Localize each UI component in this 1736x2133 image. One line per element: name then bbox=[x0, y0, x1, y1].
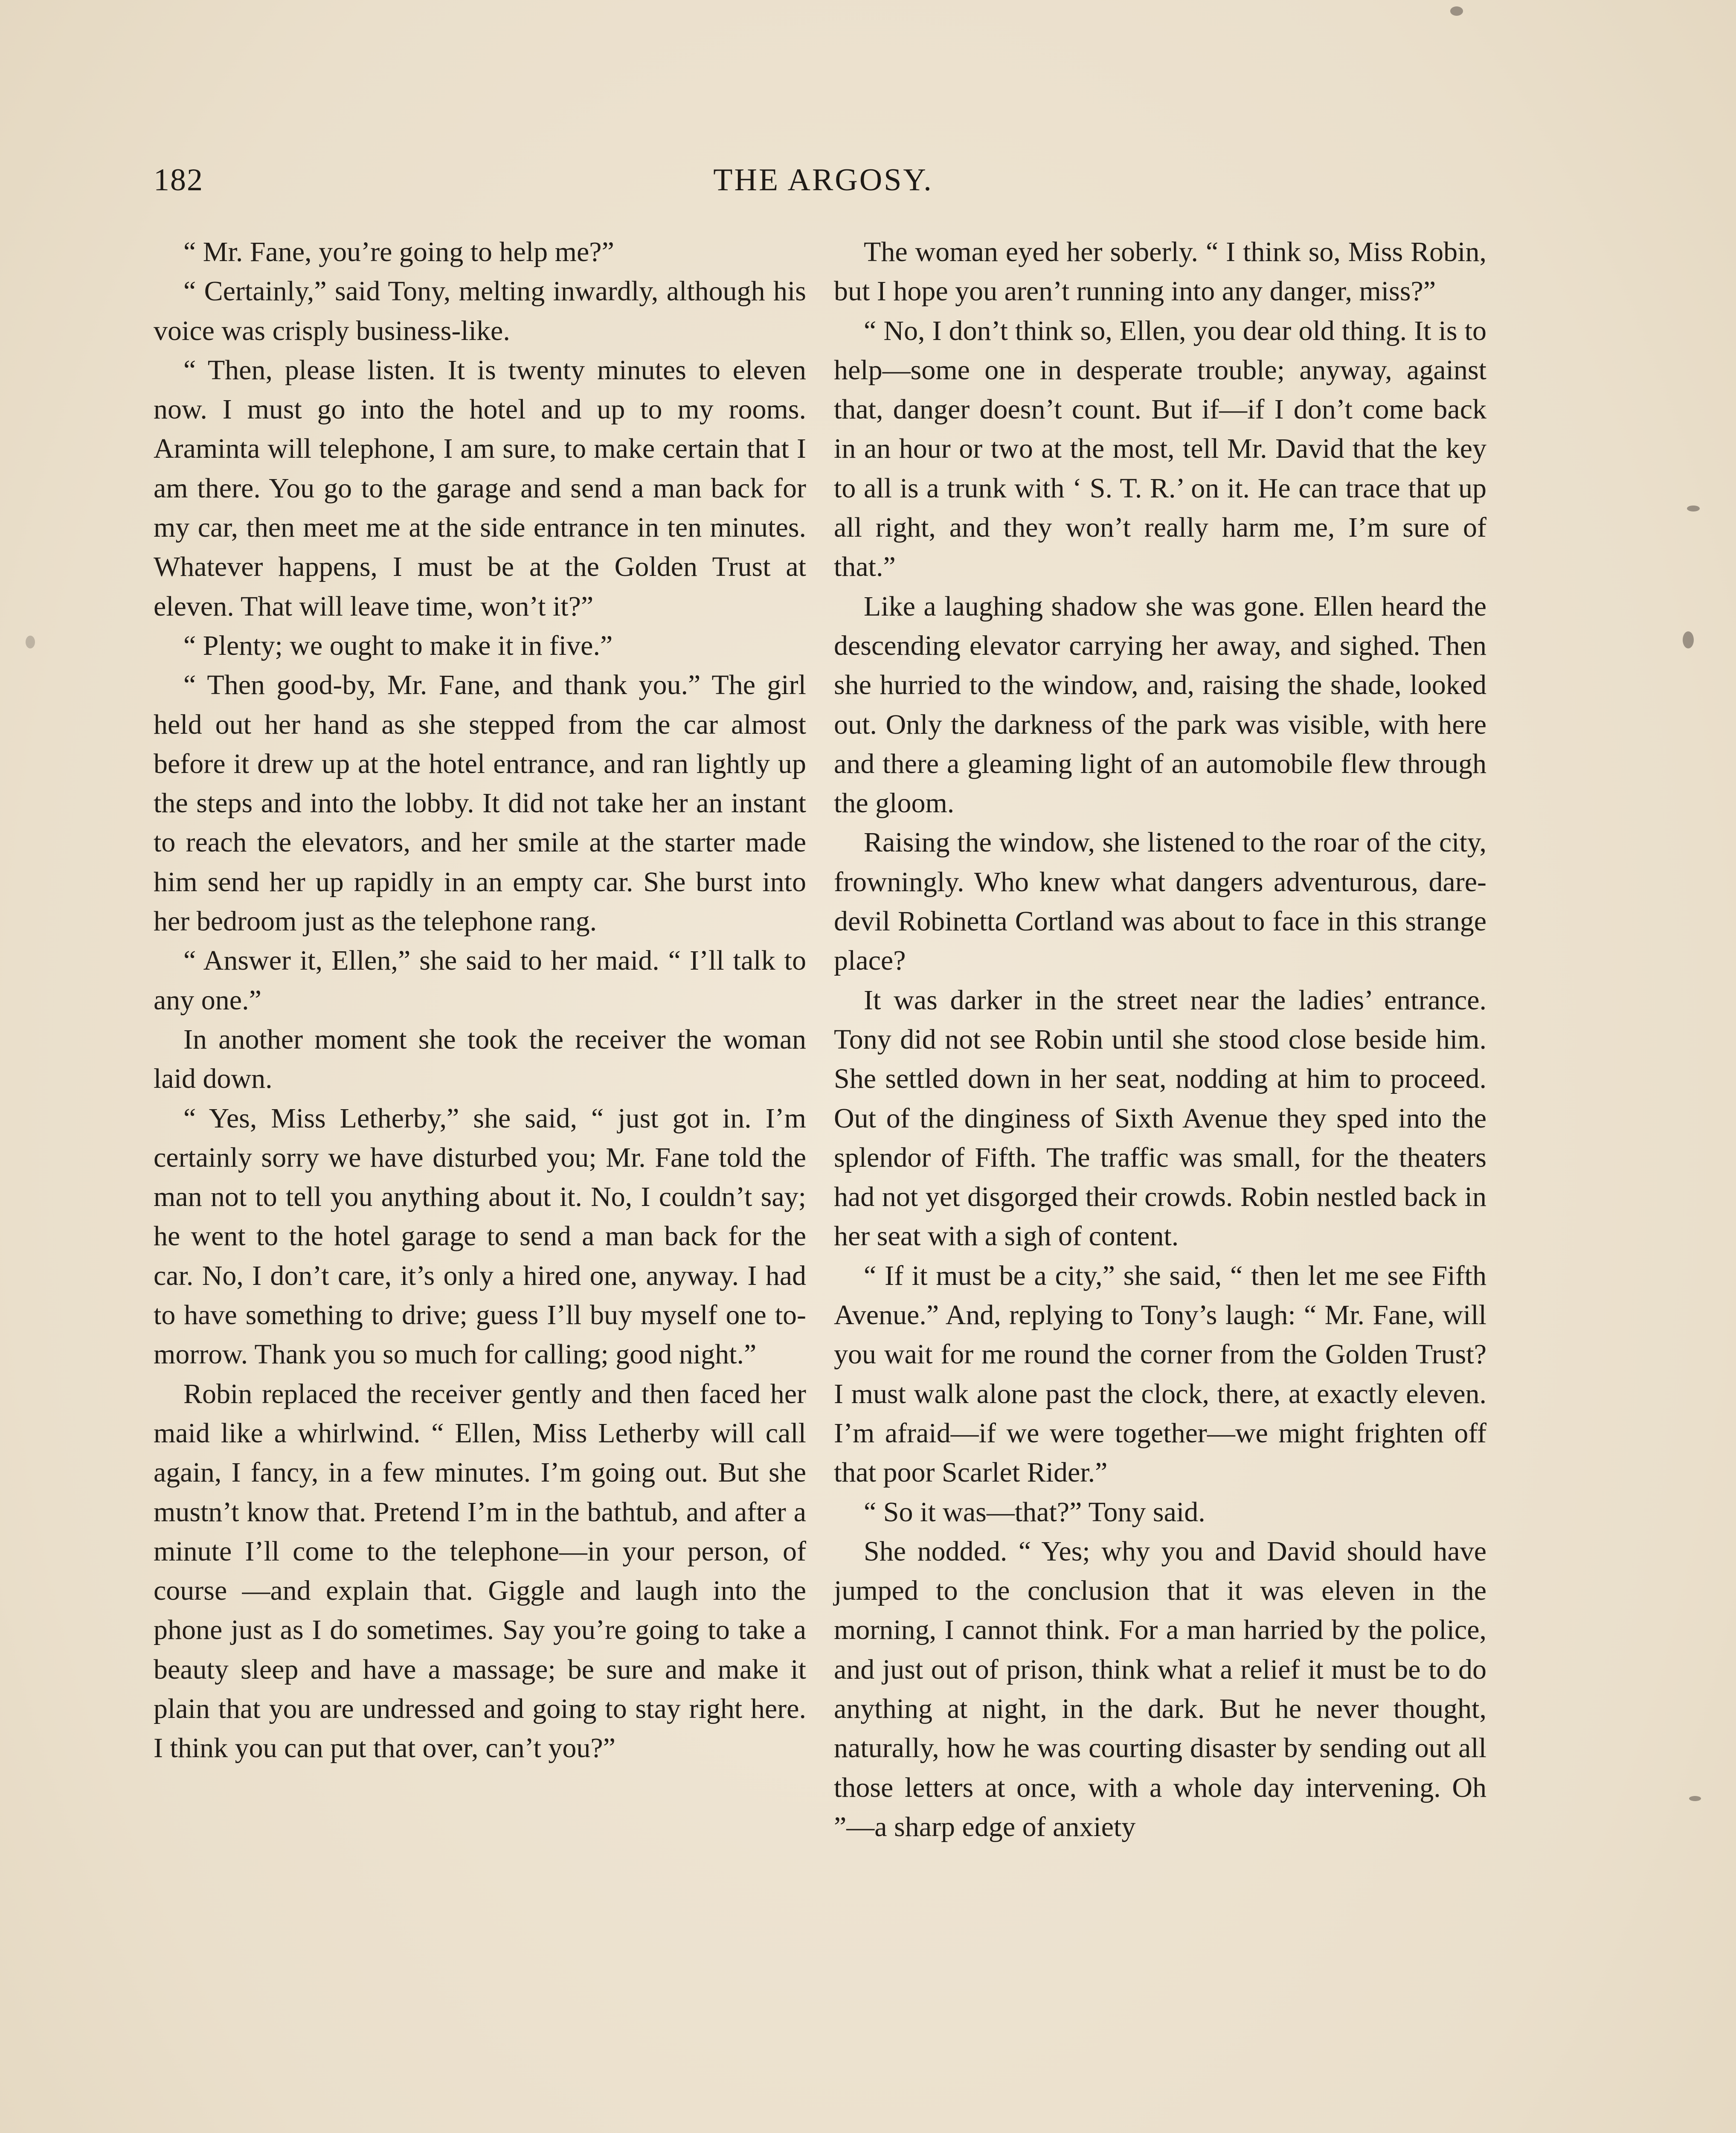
paragraph: Like a laughing shadow she was gone. Ellen heard the descending elevator carrying her away, and sighed. Then she hurried to the window, and, raising the shade, looked out. Only the darkness of the park was visible, with here and there a gleaming light of an automobile flew through the gloom. bbox=[834, 590, 1486, 819]
paper-speck bbox=[1450, 6, 1463, 16]
right-column bbox=[834, 232, 1486, 1847]
paragraph: In another moment she took the receiver the woman laid down. bbox=[154, 1023, 806, 1095]
paragraph: It was darker in the street near the ladies’ entrance. Tony did not see Robin until she stood close beside him. She settled down in her seat, nodding at him to proceed. Out of the dinginess of Sixth Avenue they sped into the splendor of Fifth. The traffic was small, for the theaters had not yet disgorged their crowds. Robin nestled back in her seat with a sigh of content. bbox=[834, 984, 1486, 1252]
paragraph: “ Then good-by, Mr. Fane, and thank you.” The girl held out her hand as she stepped from the car almost before it drew up at the hotel entrance, and ran lightly up the steps and into the lobby. It did not take her an instant to reach the elevators, and her smile at the starter made him send her up rapidly in an empty car. She burst into her bedroom just as the telephone rang. bbox=[154, 669, 806, 937]
paper-speck bbox=[26, 636, 35, 648]
journal-title: THE ARGOSY. bbox=[713, 163, 933, 198]
paragraph: “ No, I don’t think so, Ellen, you dear old thing. It is to help—some one in desperate trouble; anyway, against that, danger doesn’t count. But if—if I don’t come back in an hour or two at the most, tell Mr. David that the key to all is a trunk with ‘ S. T. R.’ on it. He can trace that up all right, and they won’t really harm me, I’m sure of that.” bbox=[834, 315, 1486, 583]
paragraph: “ Plenty; we ought to make it in five.” bbox=[183, 630, 613, 661]
page-number: 182 bbox=[154, 163, 203, 198]
paragraph: She nodded. “ Yes; why you and David should have jumped to the conclusion that it was eleven in the morning, I cannot think. For a man harried by the police, and just out of prison, think what a relief it must be to do anything at night, in the dark. But he never thought, naturally, how he was courting disaster by sending out all those letters at once, with a whole day intervening. Oh ”—a sharp edge of anxiety bbox=[834, 1535, 1486, 1842]
paragraph: “ Yes, Miss Letherby,” she said, “ just got in. I’m certainly sorry we have disturbed you; Mr. Fane told the man not to tell you anything about it. No, I couldn’t say; he went to the hotel garage to send a man back for the car. No, I don’t care, it’s only a hired one, anyway. I had to have something to drive; guess I’ll buy myself one to-morrow. Thank you so much for calling; good night.” bbox=[154, 1102, 806, 1370]
paper-speck bbox=[1689, 1796, 1701, 1801]
running-head bbox=[154, 162, 1493, 213]
paragraph: Robin replaced the receiver gently and then faced her maid like a whirlwind. “ Ellen, Miss Letherby will call again, I fancy, in a few minutes. I’m going out. But she mustn’t know that. Pretend I’m in the bathtub, and after a minute I’ll come to the telephone—in your person, of course —and explain that. Giggle and laugh into the phone just as I do sometimes. Say you’re going to take a beauty sleep and have a massage; be sure and make it plain that you are undressed and going to stay right here. I think you can put that over, can’t you?” bbox=[154, 1378, 806, 1764]
paragraph: “ So it was—that?” Tony said. bbox=[864, 1496, 1205, 1528]
paragraph: “ Then, please listen. It is twenty minutes to eleven now. I must go into the hotel and up to my rooms. Araminta will telephone, I am sure, to make certain that I am there. You go to the garage and send a man back for my car, then meet me at the side entrance in ten minutes. Whatever happens, I must be at the Golden Trust at eleven. That will leave time, won’t it?” bbox=[154, 354, 806, 622]
paragraph: “ If it must be a city,” she said, “ then let me see Fifth Avenue.” And, replying to Tony’s laugh: “ Mr. Fane, will you wait for me round the corner from the Golden Trust? I must walk alone past the clock, there, at exactly eleven. I’m afraid—if we were together—we might frighten off that poor Scarlet Rider.” bbox=[834, 1260, 1486, 1488]
paragraph: “ Mr. Fane, you’re going to help me?” bbox=[183, 236, 614, 267]
paper-speck bbox=[1683, 631, 1694, 648]
paragraph: “ Answer it, Ellen,” she said to her maid. “ I’ll talk to any one.” bbox=[154, 945, 806, 1016]
left-column bbox=[154, 232, 806, 1768]
paper-speck bbox=[1687, 506, 1700, 511]
paragraph: “ Certainly,” said Tony, melting inwardly, although his voice was crisply business-like. bbox=[154, 276, 806, 346]
paragraph: Raising the window, she listened to the roar of the city, frowningly. Who knew what dangers adventurous, dare-devil Robinetta Cortland was about to face in this strange place? bbox=[834, 827, 1486, 976]
paragraph: The woman eyed her soberly. “ I think so, Miss Robin, but I hope you aren’t running into any danger, miss?” bbox=[834, 236, 1486, 307]
